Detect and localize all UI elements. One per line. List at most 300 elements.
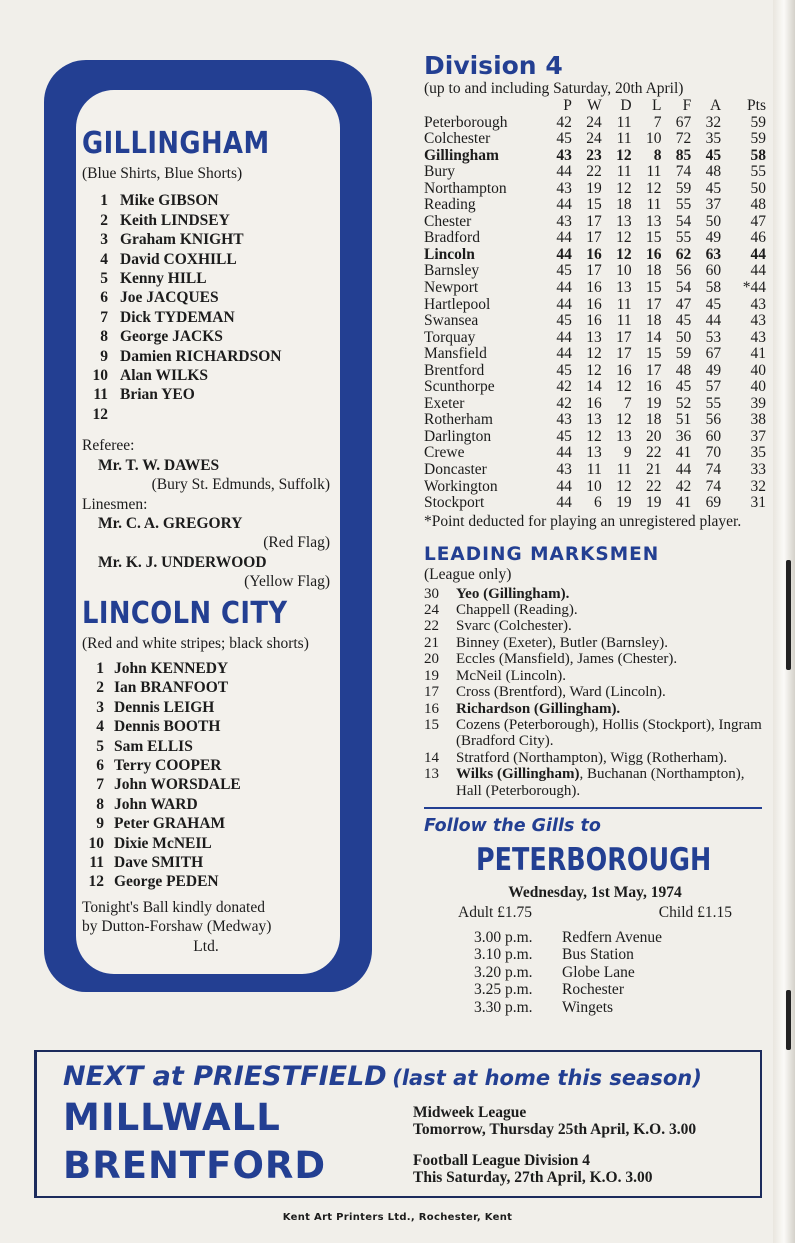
marksman-names <box>456 684 766 700</box>
table-cell: 42 <box>556 113 572 131</box>
child-price: Child £1.15 <box>658 903 732 921</box>
table-cell: 44 <box>556 229 572 247</box>
table-row <box>424 280 766 297</box>
table-cell: 8 <box>653 146 662 164</box>
marksman-row <box>424 668 766 684</box>
table-cell: 55 <box>750 163 766 181</box>
player-name: David COXHILL <box>120 250 237 268</box>
table-cell: 58 <box>750 146 766 164</box>
referee-name: Mr. T. W. DAWES <box>98 456 220 474</box>
marksman-name-text: Eccles (Mansfield), James (Chester). <box>456 651 678 668</box>
player-number: 4 <box>100 250 108 268</box>
table-cell: 41 <box>675 494 692 512</box>
table-cell: 7 <box>623 394 632 412</box>
table-cell: 11 <box>616 312 632 330</box>
table-cell: 12 <box>586 361 602 379</box>
table-cell-team: Scunthorpe <box>424 378 495 396</box>
marksman-goals: 14 <box>424 749 439 766</box>
table-cell: 67 <box>675 113 692 131</box>
table-cell: 33 <box>750 461 766 479</box>
table-cell: 43 <box>750 312 766 330</box>
table-cell: 44 <box>556 245 572 263</box>
table-cell: 44 <box>556 328 572 346</box>
table-cell: 44 <box>675 461 692 479</box>
pickup-row <box>474 999 766 1017</box>
home-player <box>82 191 330 210</box>
table-row <box>424 263 766 280</box>
away-player <box>82 737 330 756</box>
table-cell: 58 <box>705 279 722 297</box>
table-cell: 19 <box>616 494 632 512</box>
player-name: Damien RICHARDSON <box>120 347 282 365</box>
table-row <box>424 148 766 165</box>
table-cell: 59 <box>750 113 766 131</box>
away-trip-date: Wednesday, 1st May, 1974 <box>508 883 682 901</box>
table-row <box>424 445 766 462</box>
table-cell: 22 <box>586 163 602 181</box>
column-header: W <box>587 97 602 114</box>
player-name: Peter GRAHAM <box>114 815 226 833</box>
table-row <box>424 330 766 347</box>
table-cell: 59 <box>675 345 692 363</box>
table-cell-team: Hartlepool <box>424 295 491 313</box>
table-cell: 45 <box>675 312 692 330</box>
table-cell-team: Mansfield <box>424 345 487 363</box>
player-name: George JACKS <box>120 328 223 346</box>
table-cell: 62 <box>675 245 692 263</box>
linesman-1-name: Mr. C. A. GREGORY <box>98 514 243 532</box>
league-table-title: Division 4 <box>424 51 563 80</box>
table-cell: 47 <box>675 295 692 313</box>
page-edge-mark <box>786 560 791 670</box>
marksman-row <box>424 651 766 667</box>
table-cell: 17 <box>616 328 632 346</box>
table-cell-team: Lincoln <box>424 245 475 263</box>
table-cell: 18 <box>645 411 662 429</box>
table-row <box>424 115 766 132</box>
table-row <box>424 181 766 198</box>
marksman-names <box>456 701 766 717</box>
pickup-row <box>474 964 766 982</box>
player-number: 12 <box>92 405 108 423</box>
table-cell: 74 <box>705 477 722 495</box>
column-header-team <box>424 98 542 115</box>
adult-price: Adult £1.75 <box>458 903 533 921</box>
next-home-heading <box>63 1061 702 1092</box>
table-cell: 19 <box>586 179 602 197</box>
table-cell: 43 <box>750 295 766 313</box>
table-cell: 9 <box>623 444 632 462</box>
home-team-kit: (Blue Shirts, Blue Shorts) <box>82 165 243 182</box>
marksman-names <box>456 668 766 684</box>
table-cell: 16 <box>586 394 602 412</box>
table-row <box>424 363 766 380</box>
pickup-row <box>474 946 766 964</box>
table-cell: 32 <box>750 477 766 495</box>
linesman-2-name: Mr. K. J. UNDERWOOD <box>98 553 267 571</box>
away-player <box>82 853 330 872</box>
table-cell: 49 <box>705 361 722 379</box>
table-cell: 50 <box>750 179 766 197</box>
player-name: Dennis BOOTH <box>114 718 221 736</box>
player-name: Mike GIBSON <box>120 192 219 210</box>
table-cell: *44 <box>742 279 766 297</box>
away-player <box>82 775 330 794</box>
table-cell: 11 <box>586 461 602 479</box>
table-cell: 21 <box>645 461 662 479</box>
home-player <box>82 405 330 424</box>
table-cell: 19 <box>645 394 662 412</box>
table-cell: 43 <box>556 146 572 164</box>
away-trip-prices <box>424 902 766 923</box>
table-cell: 13 <box>586 328 602 346</box>
table-cell: 67 <box>705 345 722 363</box>
table-cell-team: Peterborough <box>424 113 508 131</box>
table-cell: 16 <box>645 378 662 396</box>
pickup-row <box>474 981 766 999</box>
table-cell: 11 <box>646 163 662 181</box>
table-cell: 43 <box>556 212 572 230</box>
table-cell-team: Newport <box>424 279 479 297</box>
table-cell: 55 <box>675 229 692 247</box>
away-player <box>82 698 330 717</box>
player-number: 10 <box>88 834 104 852</box>
pickup-place: Wingets <box>562 998 614 1016</box>
table-cell: 44 <box>750 245 766 263</box>
away-team-list <box>82 659 330 892</box>
player-number: 9 <box>96 815 104 833</box>
fixture-competition: Midweek League <box>413 1104 527 1121</box>
player-name: Dick TYDEMAN <box>120 308 235 326</box>
marksman-name-text: Cross (Brentford), Ward (Lincoln). <box>456 684 666 701</box>
marksman-names <box>456 586 766 602</box>
table-cell: 11 <box>616 130 632 148</box>
table-cell: 12 <box>586 345 602 363</box>
table-cell: 10 <box>616 262 632 280</box>
home-player <box>82 211 330 230</box>
table-cell: 69 <box>705 494 722 512</box>
player-number: 8 <box>96 795 104 813</box>
table-cell-team: Bury <box>424 163 455 181</box>
table-cell: 74 <box>675 163 692 181</box>
table-cell: 20 <box>645 427 662 445</box>
marksman-goals: 17 <box>424 684 439 701</box>
player-number: 12 <box>88 873 104 891</box>
column-header: P <box>563 97 572 114</box>
table-cell: 12 <box>586 427 602 445</box>
table-cell: 13 <box>616 427 632 445</box>
table-cell: 39 <box>750 394 766 412</box>
table-cell: 43 <box>750 328 766 346</box>
away-player <box>82 814 330 833</box>
next-fixture-2 <box>413 1152 652 1186</box>
column-header: L <box>651 97 662 114</box>
table-cell: 17 <box>586 229 602 247</box>
page-edge <box>773 0 795 1243</box>
table-cell: 31 <box>750 494 766 512</box>
table-cell: 24 <box>586 130 602 148</box>
player-number: 3 <box>100 231 108 249</box>
ball-note-line: by Dutton-Forshaw (Medway) <box>82 918 272 936</box>
table-cell: 45 <box>556 427 572 445</box>
table-cell: 37 <box>705 196 722 214</box>
player-number: 6 <box>100 289 108 307</box>
table-cell: 43 <box>556 179 572 197</box>
away-player <box>82 678 330 697</box>
table-cell: 37 <box>750 427 766 445</box>
marksman-goals: 24 <box>424 602 439 619</box>
home-player <box>82 269 330 288</box>
table-cell: 15 <box>645 345 662 363</box>
table-cell: 48 <box>750 196 766 214</box>
marksman-row <box>424 586 766 602</box>
table-cell-team: Barnsley <box>424 262 480 280</box>
page-edge-mark <box>786 990 791 1050</box>
table-cell-team: Brentford <box>424 361 485 379</box>
table-cell: 44 <box>556 196 572 214</box>
table-cell-team: Rotherham <box>424 411 493 429</box>
next-home-heading-main: NEXT at PRIESTFIELD <box>63 1061 387 1092</box>
marksman-name-text: Richardson (Gillingham). <box>456 700 621 717</box>
table-cell: 50 <box>675 328 692 346</box>
marksmen-list <box>424 586 766 799</box>
marksman-name-text: , Buchanan (Northampton), Hall (Peterborough). <box>456 766 745 799</box>
marksman-goals: 30 <box>424 585 439 602</box>
table-cell: 44 <box>556 477 572 495</box>
pickup-schedule <box>474 929 766 1017</box>
table-cell: 12 <box>616 229 632 247</box>
marksman-name-text: Cozens (Peterborough), Hollis (Stockport), Ingram (Bradford City). <box>456 716 762 750</box>
table-cell: 12 <box>616 477 632 495</box>
player-name: Sam ELLIS <box>114 737 193 755</box>
player-number: 4 <box>96 718 104 736</box>
table-cell: 16 <box>645 245 662 263</box>
table-cell: 17 <box>616 345 632 363</box>
linesmen-label: Linesmen: <box>82 495 148 513</box>
table-row <box>424 479 766 496</box>
marksman-goals: 16 <box>424 700 439 717</box>
referee-town: (Bury St. Edmunds, Suffolk) <box>151 476 330 494</box>
table-cell: 18 <box>616 196 632 214</box>
marksman-name-text: Stratford (Northampton), Wigg (Rotherham). <box>456 749 728 766</box>
divider <box>424 807 762 809</box>
table-cell: 48 <box>675 361 692 379</box>
marksman-name-bold: Wilks (Gillingham) <box>456 766 580 783</box>
table-cell: 32 <box>705 113 722 131</box>
player-number: 6 <box>96 756 104 774</box>
player-number: 11 <box>93 386 108 404</box>
table-cell-team: Doncaster <box>424 461 487 479</box>
table-cell: 22 <box>645 477 662 495</box>
away-player <box>82 659 330 678</box>
table-cell: 18 <box>645 262 662 280</box>
ball-note-line: Tonight's Ball kindly donated <box>82 898 265 916</box>
table-row <box>424 164 766 181</box>
marksman-names <box>456 750 766 766</box>
table-cell-team: Reading <box>424 196 476 214</box>
away-trip-destination: PETERBOROUGH <box>476 841 712 878</box>
table-cell: 17 <box>586 212 602 230</box>
table-cell: 45 <box>705 295 722 313</box>
next-fixture-1 <box>413 1104 696 1138</box>
table-cell: 56 <box>675 262 692 280</box>
ball-donation-note <box>82 898 330 956</box>
marksman-name-text: Chappell (Reading). <box>456 602 578 619</box>
player-name: John KENNEDY <box>114 659 229 677</box>
linesman-1-flag: (Red Flag) <box>263 534 330 552</box>
player-name: Dixie McNEIL <box>114 834 212 852</box>
pickup-time: 3.20 p.m. <box>474 963 533 981</box>
table-cell: 59 <box>675 179 692 197</box>
marksman-names <box>456 602 766 618</box>
table-cell: 12 <box>645 179 662 197</box>
marksmen-subtitle: (League only) <box>424 565 512 583</box>
player-number: 7 <box>100 308 108 326</box>
table-cell: 60 <box>705 262 722 280</box>
table-cell: 44 <box>705 312 722 330</box>
table-cell: 17 <box>586 262 602 280</box>
away-player <box>82 872 330 891</box>
table-cell: 53 <box>705 328 722 346</box>
table-cell: 54 <box>675 212 692 230</box>
table-cell-team: Exeter <box>424 394 465 412</box>
table-cell: 13 <box>586 444 602 462</box>
table-cell: 12 <box>616 378 632 396</box>
table-cell: 60 <box>705 427 722 445</box>
table-cell: 44 <box>556 279 572 297</box>
table-cell: 13 <box>616 279 632 297</box>
marksman-row <box>424 618 766 634</box>
table-cell: 40 <box>750 378 766 396</box>
table-cell: 10 <box>645 130 662 148</box>
table-cell: 16 <box>586 312 602 330</box>
table-row <box>424 214 766 231</box>
marksman-row <box>424 766 766 799</box>
next-home-heading-sub: (last at home this season) <box>392 1066 702 1090</box>
table-cell: 72 <box>675 130 692 148</box>
away-team-title: LINCOLN CITY <box>82 595 288 631</box>
player-number: 2 <box>96 679 104 697</box>
table-cell: 44 <box>556 295 572 313</box>
marksman-name-text: Binney (Exeter), Butler (Barnsley). <box>456 634 669 651</box>
table-cell-team: Northampton <box>424 179 507 197</box>
table-cell-team: Crewe <box>424 444 465 462</box>
table-cell: 12 <box>616 411 632 429</box>
table-cell: 45 <box>556 312 572 330</box>
table-cell: 46 <box>750 229 766 247</box>
away-player <box>82 795 330 814</box>
table-cell: 45 <box>556 361 572 379</box>
table-cell: 7 <box>653 113 662 131</box>
table-cell: 51 <box>675 411 692 429</box>
player-name: Brian YEO <box>120 386 195 404</box>
referee-label: Referee: <box>82 437 135 455</box>
table-cell: 40 <box>750 361 766 379</box>
table-row <box>424 247 766 264</box>
table-cell-team: Chester <box>424 212 472 230</box>
player-number: 1 <box>100 192 108 210</box>
table-row <box>424 297 766 314</box>
table-cell: 24 <box>586 113 602 131</box>
table-cell: 12 <box>616 179 632 197</box>
home-player <box>82 230 330 249</box>
pickup-time: 3.00 p.m. <box>474 928 533 946</box>
table-cell: 10 <box>586 477 602 495</box>
table-cell: 16 <box>586 245 602 263</box>
table-cell: 17 <box>645 361 662 379</box>
table-cell: 11 <box>646 196 662 214</box>
marksman-names <box>456 618 766 634</box>
table-cell: 59 <box>750 130 766 148</box>
table-cell: 42 <box>556 394 572 412</box>
table-cell: 45 <box>705 179 722 197</box>
table-row <box>424 412 766 429</box>
marksman-names <box>456 651 766 667</box>
table-cell: 48 <box>705 163 722 181</box>
table-cell: 43 <box>556 461 572 479</box>
table-cell: 74 <box>705 461 722 479</box>
table-cell: 12 <box>616 245 632 263</box>
linesman-2-flag: (Yellow Flag) <box>244 573 330 591</box>
table-cell: 35 <box>750 444 766 462</box>
table-cell: 45 <box>705 146 722 164</box>
table-cell: 57 <box>705 378 722 396</box>
player-name: Dave SMITH <box>114 854 204 871</box>
column-header: D <box>620 97 632 114</box>
pickup-place: Rochester <box>562 981 624 999</box>
table-cell: 43 <box>556 411 572 429</box>
table-cell: 42 <box>556 378 572 396</box>
player-number: 1 <box>96 659 104 677</box>
table-row <box>424 197 766 214</box>
table-cell: 14 <box>586 378 602 396</box>
pickup-time: 3.25 p.m. <box>474 981 533 999</box>
marksman-name-text: McNeil (Lincoln). <box>456 667 566 684</box>
marksman-name-text: Yeo (Gillingham). <box>456 585 570 602</box>
table-cell: 52 <box>675 394 692 412</box>
table-cell: 13 <box>645 212 662 230</box>
player-name: Keith LINDSEY <box>120 211 230 229</box>
table-cell: 11 <box>616 163 632 181</box>
marksman-name-text: Svarc (Colchester). <box>456 618 572 635</box>
table-cell-team: Darlington <box>424 427 492 445</box>
pickup-place: Redfern Avenue <box>562 928 662 946</box>
home-player <box>82 366 330 385</box>
table-cell-team: Torquay <box>424 328 476 346</box>
marksman-row <box>424 717 766 750</box>
table-row <box>424 313 766 330</box>
right-column <box>424 52 766 1016</box>
league-table-header <box>424 98 766 115</box>
table-cell: 14 <box>645 328 662 346</box>
fixture-when: This Saturday, 27th April, K.O. 3.00 <box>413 1169 653 1186</box>
table-row <box>424 131 766 148</box>
marksman-goals: 21 <box>424 634 439 651</box>
marksman-names <box>456 635 766 651</box>
table-cell: 70 <box>705 444 722 462</box>
table-cell: 54 <box>675 279 692 297</box>
away-player <box>82 834 330 853</box>
column-header: A <box>709 97 722 114</box>
home-team-list <box>82 191 330 424</box>
table-cell: 16 <box>616 361 632 379</box>
table-cell: 11 <box>616 113 632 131</box>
table-cell: 85 <box>675 146 692 164</box>
pickup-place: Globe Lane <box>562 963 635 981</box>
pickup-row <box>474 929 766 947</box>
player-name: George PEDEN <box>114 873 219 891</box>
table-cell: 15 <box>645 279 662 297</box>
